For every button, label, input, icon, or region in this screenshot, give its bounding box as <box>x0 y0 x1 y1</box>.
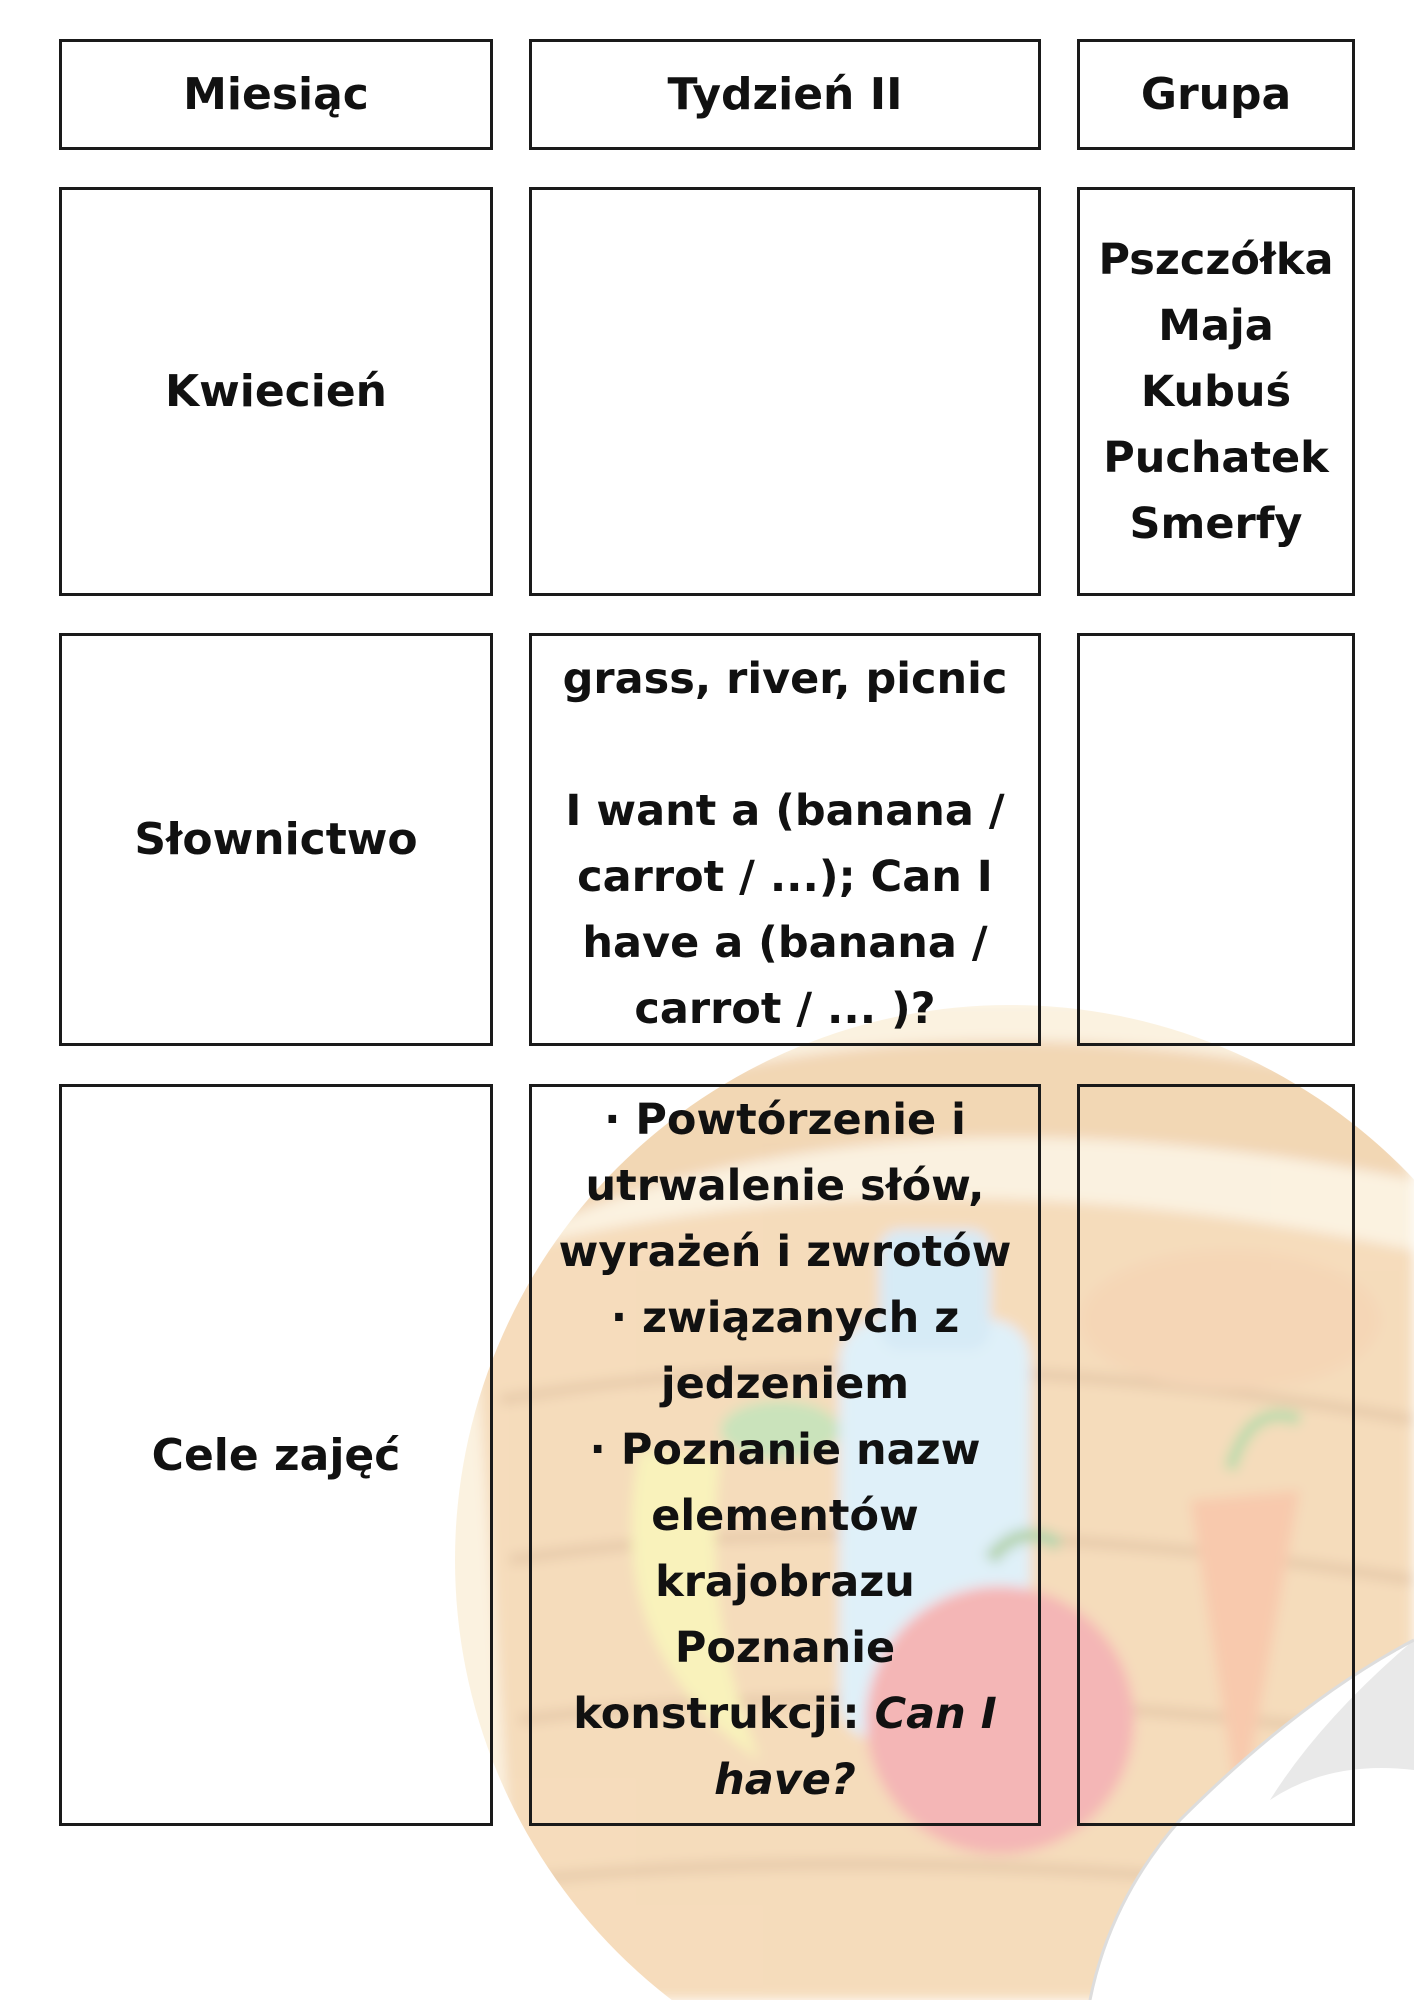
goal-line: · związanych z <box>610 1293 960 1343</box>
group-names-list <box>1098 227 1333 557</box>
goal-construction-line <box>559 1681 1012 1747</box>
header-week <box>529 39 1041 150</box>
group-names-cell <box>1077 187 1355 596</box>
goal-line: · Powtórzenie i <box>604 1095 966 1145</box>
goal-line: wyrażeń i zwrotów <box>558 1227 1012 1277</box>
goal-line: elementów <box>651 1491 919 1541</box>
group-name: Smerfy <box>1129 498 1303 549</box>
vocabulary-label: Słownictwo <box>134 814 418 865</box>
vocabulary-label-cell <box>59 633 493 1046</box>
goals-label: Cele zajęć <box>151 1429 401 1481</box>
goal-line: Poznanie <box>674 1623 896 1673</box>
goal-construction-italic-end: have? <box>714 1755 856 1805</box>
header-month <box>59 39 493 150</box>
month-cell <box>59 187 493 596</box>
month-label: Kwiecień <box>165 366 387 417</box>
vocabulary-content <box>563 646 1008 1042</box>
goal-line: utrwalenie słów, <box>585 1161 985 1211</box>
goals-label-cell <box>59 1084 493 1826</box>
vocabulary-words: grass, river, picnic <box>562 654 1008 704</box>
week-cell <box>529 187 1041 596</box>
goal-line: · Poznanie nazw <box>589 1425 981 1475</box>
group-name: Maja <box>1158 300 1274 351</box>
header-month-label: Miesiąc <box>183 69 369 120</box>
vocabulary-content-cell <box>529 633 1041 1046</box>
group-name: Puchatek <box>1103 432 1329 483</box>
goals-content <box>559 1087 1012 1813</box>
goals-group-cell <box>1077 1084 1355 1826</box>
header-group-label: Grupa <box>1140 69 1292 120</box>
goal-construction-italic: Can I <box>874 1689 997 1739</box>
group-name: Pszczółka <box>1098 234 1334 285</box>
vocabulary-group-cell <box>1077 633 1355 1046</box>
header-group <box>1077 39 1355 150</box>
group-name: Kubuś <box>1140 366 1292 417</box>
header-week-label: Tydzień II <box>667 69 903 120</box>
spacer <box>563 712 1008 778</box>
goal-line: krajobrazu <box>655 1557 915 1607</box>
goal-construction-prefix: konstrukcji: <box>573 1689 875 1739</box>
goal-line: jedzeniem <box>660 1359 910 1409</box>
vocabulary-phrases: I want a (banana / carrot / ...); Can I have a (banana / carrot / ... )? <box>565 786 1005 1034</box>
goals-content-cell <box>529 1084 1041 1826</box>
